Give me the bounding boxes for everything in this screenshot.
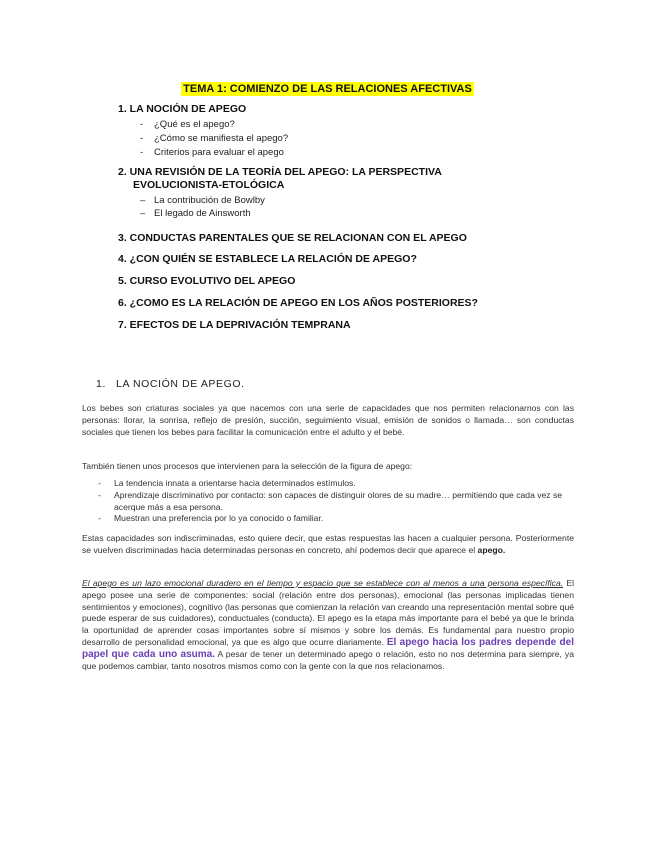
toc-section-7: 7. EFECTOS DE LA DEPRIVACIÓN TEMPRANA xyxy=(118,319,351,331)
bullet-list xyxy=(100,478,574,525)
toc-section-5: 5. CURSO EVOLUTIVO DEL APEGO xyxy=(118,275,296,287)
toc-item: – La contribución de Bowlby xyxy=(140,195,265,206)
toc-item: - ¿Qué es el apego? xyxy=(140,119,235,130)
list-item: - La tendencia innata a orientarse hacia determinados estímulos. xyxy=(100,478,574,490)
section-heading: 1. LA NOCIÓN DE APEGO. xyxy=(96,378,245,390)
toc-section-6: 6. ¿COMO ES LA RELACIÓN DE APEGO EN LOS AÑOS POSTERIORES? xyxy=(118,297,478,309)
toc-section-2-cont: EVOLUCIONISTA-ETOLÓGICA xyxy=(133,179,285,191)
paragraph-2: También tienen unos procesos que intervienen para la selección de la figura de apego: xyxy=(82,461,413,471)
document-title xyxy=(0,79,655,97)
list-item: - Aprendizaje discriminativo por contacto: son capaces de distinguir olores de su madre… permitiendo que cada vez se acerque más a esa persona. xyxy=(100,490,574,514)
paragraph-3: Estas capacidades son indiscriminadas, esto quiere decir, que estas respuestas las hacen a cualquier persona. Posteriormente se vuelven discriminadas hacia determinadas personas en concreto, ahí podemos decir que aparece el apego. xyxy=(82,533,574,555)
toc-section-1: 1. LA NOCIÓN DE APEGO xyxy=(118,103,247,115)
toc-item: - Criterios para evaluar el apego xyxy=(140,147,284,158)
toc-section-4: 4. ¿CON QUIÉN SE ESTABLECE LA RELACIÓN DE APEGO? xyxy=(118,253,417,265)
list-item: - Muestran una preferencia por lo ya conocido o familiar. xyxy=(100,513,574,525)
highlighted-statement: El apego hacia los padres depende del papel que cada uno asuma. xyxy=(82,636,574,660)
definition-text: El apego es un lazo emocional duradero en el tiempo y espacio que se establece con al menos a una persona específica. xyxy=(82,578,564,588)
highlighted-title: TEMA 1: COMIENZO DE LAS RELACIONES AFECTIVAS xyxy=(183,83,472,95)
toc-section-3: 3. CONDUCTAS PARENTALES QUE SE RELACIONAN CON EL APEGO xyxy=(118,232,467,244)
paragraph-1: Los bebes son criaturas sociales ya que nacemos con una serie de capacidades que nos permiten relacionarnos con las personas: llorar, la sonrisa, reflejo de presión, succión, seguimiento visual, emisión de sonidos o llamada… son conductas sociales que tienen los bebes para facilitar la comunicación entre el adulto y el bebé. xyxy=(82,403,574,437)
toc-section-2: 2. UNA REVISIÓN DE LA TEORÍA DEL APEGO: LA PERSPECTIVA xyxy=(118,166,442,178)
toc-item: – El legado de Ainsworth xyxy=(140,208,251,219)
paragraph-4: El apego es un lazo emocional duradero en el tiempo y espacio que se establece con al menos a una persona específica. El apego posee una serie de componentes: social (relación entre dos personas), emocional (las personas implicadas tienen sentimientos y emociones), cognitivo (las personas que comienzan la relación van creando una representación mental sobre qué puede esperar de sus cuidadores), conductuales (conducta). El apego es la etapa más importante para el bebé ya que le brinda la oportunidad de aprender cosas importantes sobre sí mismos y sobre los demás. Es fundamental para nuestro propio desarrollo de personalidad emocional, ya que es algo que ocurre diariamente. El apego hacia los padres depende del papel que cada uno asuma. A pesar de tener un determinado apego o relación, esto no nos determina para siempre, ya que podemos cambiar, tanto nosotros mismos como con la gente con la que nos relacionamos. xyxy=(82,578,574,671)
toc-item: - ¿Cómo se manifiesta el apego? xyxy=(140,133,289,144)
